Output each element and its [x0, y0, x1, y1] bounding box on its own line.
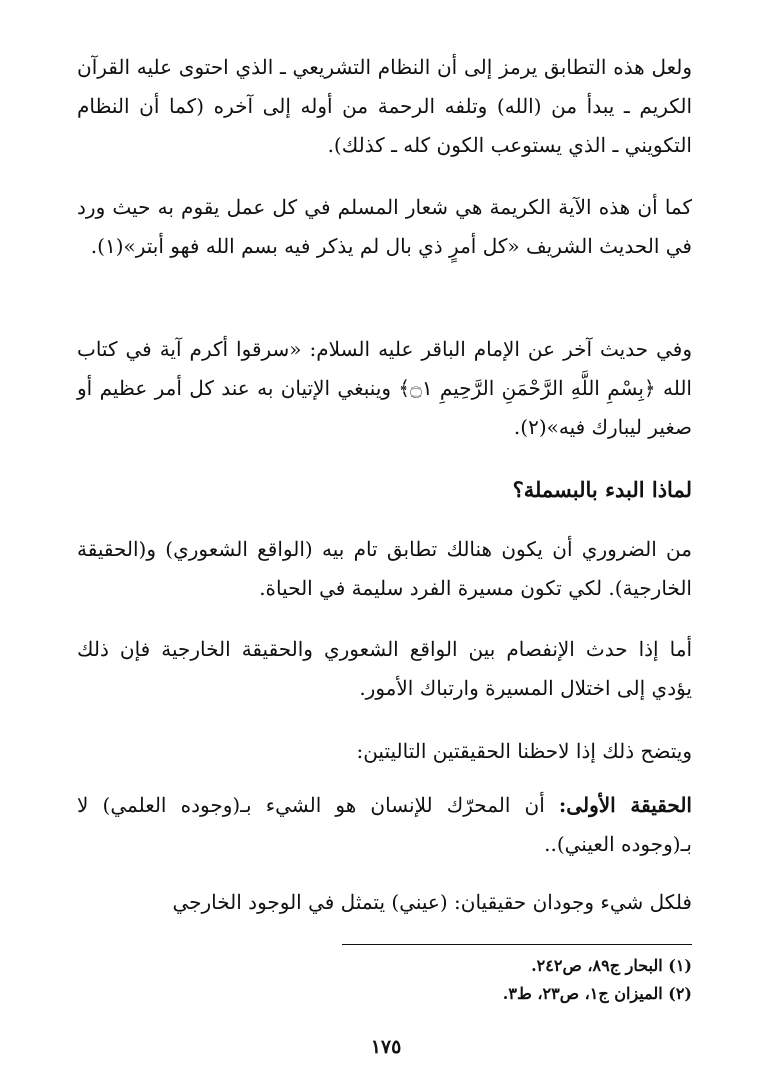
- paragraph-imam-baqir-hadith: وفي حديث آخر عن الإمام الباقر عليه السلام: «سرقوا أكرم آية في كتاب الله ﴿بِسْمِ اللَّهِ الرَّحْمَنِ الرَّحِيمِ ۝١﴾ وينبغي الإتيان به عند كل أمر عظيم أو صغير ليبارك فيه»(٢).: [77, 337, 692, 439]
- paragraph-two-facts-intro: ويتضح ذلك إذا لاحظنا الحقيقتين التاليتين:: [356, 739, 692, 763]
- first-fact-text: أن المحرّك للإنسان هو الشيء بـ(وجوده العلمي) لا بـ(وجوده العيني)..: [77, 793, 692, 856]
- first-fact-label: الحقيقة الأولى:: [558, 793, 692, 817]
- page-number: ١٧٥: [370, 1036, 402, 1058]
- section-heading: لماذا البدء بالبسملة؟: [512, 477, 692, 502]
- paragraph-separation-consequence: أما إذا حدث الإنفصام بين الواقع الشعوري والحقيقة الخارجية فإن ذلك يؤدي إلى اختلال المسيرة وارتباك الأمور.: [77, 637, 692, 700]
- paragraph-muslim-motto-hadith: كما أن هذه الآية الكريمة هي شعار المسلم في كل عمل يقوم به حيث ورد في الحديث الشريف «كل أمرٍ ذي بال لم يذكر فيه بسم الله فهو أبتر»(١).: [77, 195, 692, 258]
- paragraph-first-fact: [77, 786, 692, 864]
- footnote-1: (١) البحار ج٨٩، ص٢٤٢.: [531, 956, 692, 975]
- paragraph-two-existences: فلكل شيء وجودان حقيقيان: (عيني) يتمثل في الوجود الخارجي: [172, 890, 692, 914]
- footnote-divider: [342, 944, 692, 945]
- footnote-2: (٢) الميزان ج١، ص٢٣، ط٣.: [502, 984, 692, 1003]
- paragraph-conscious-reality: من الضروري أن يكون هنالك تطابق تام بيه (الواقع الشعوري) و(الحقيقة الخارجية). لكي تكون مسيرة الفرد سليمة في الحياة.: [77, 537, 692, 600]
- footnotes: [77, 952, 692, 1008]
- paragraph-legislative-system: ولعل هذه التطابق يرمز إلى أن النظام التشريعي ـ الذي احتوى عليه القرآن الكريم ـ يبدأ من (الله) وتلفه الرحمة من أوله إلى آخره (كما أن النظام التكويني ـ الذي يستوعب الكون كله ـ كذلك).: [77, 55, 692, 157]
